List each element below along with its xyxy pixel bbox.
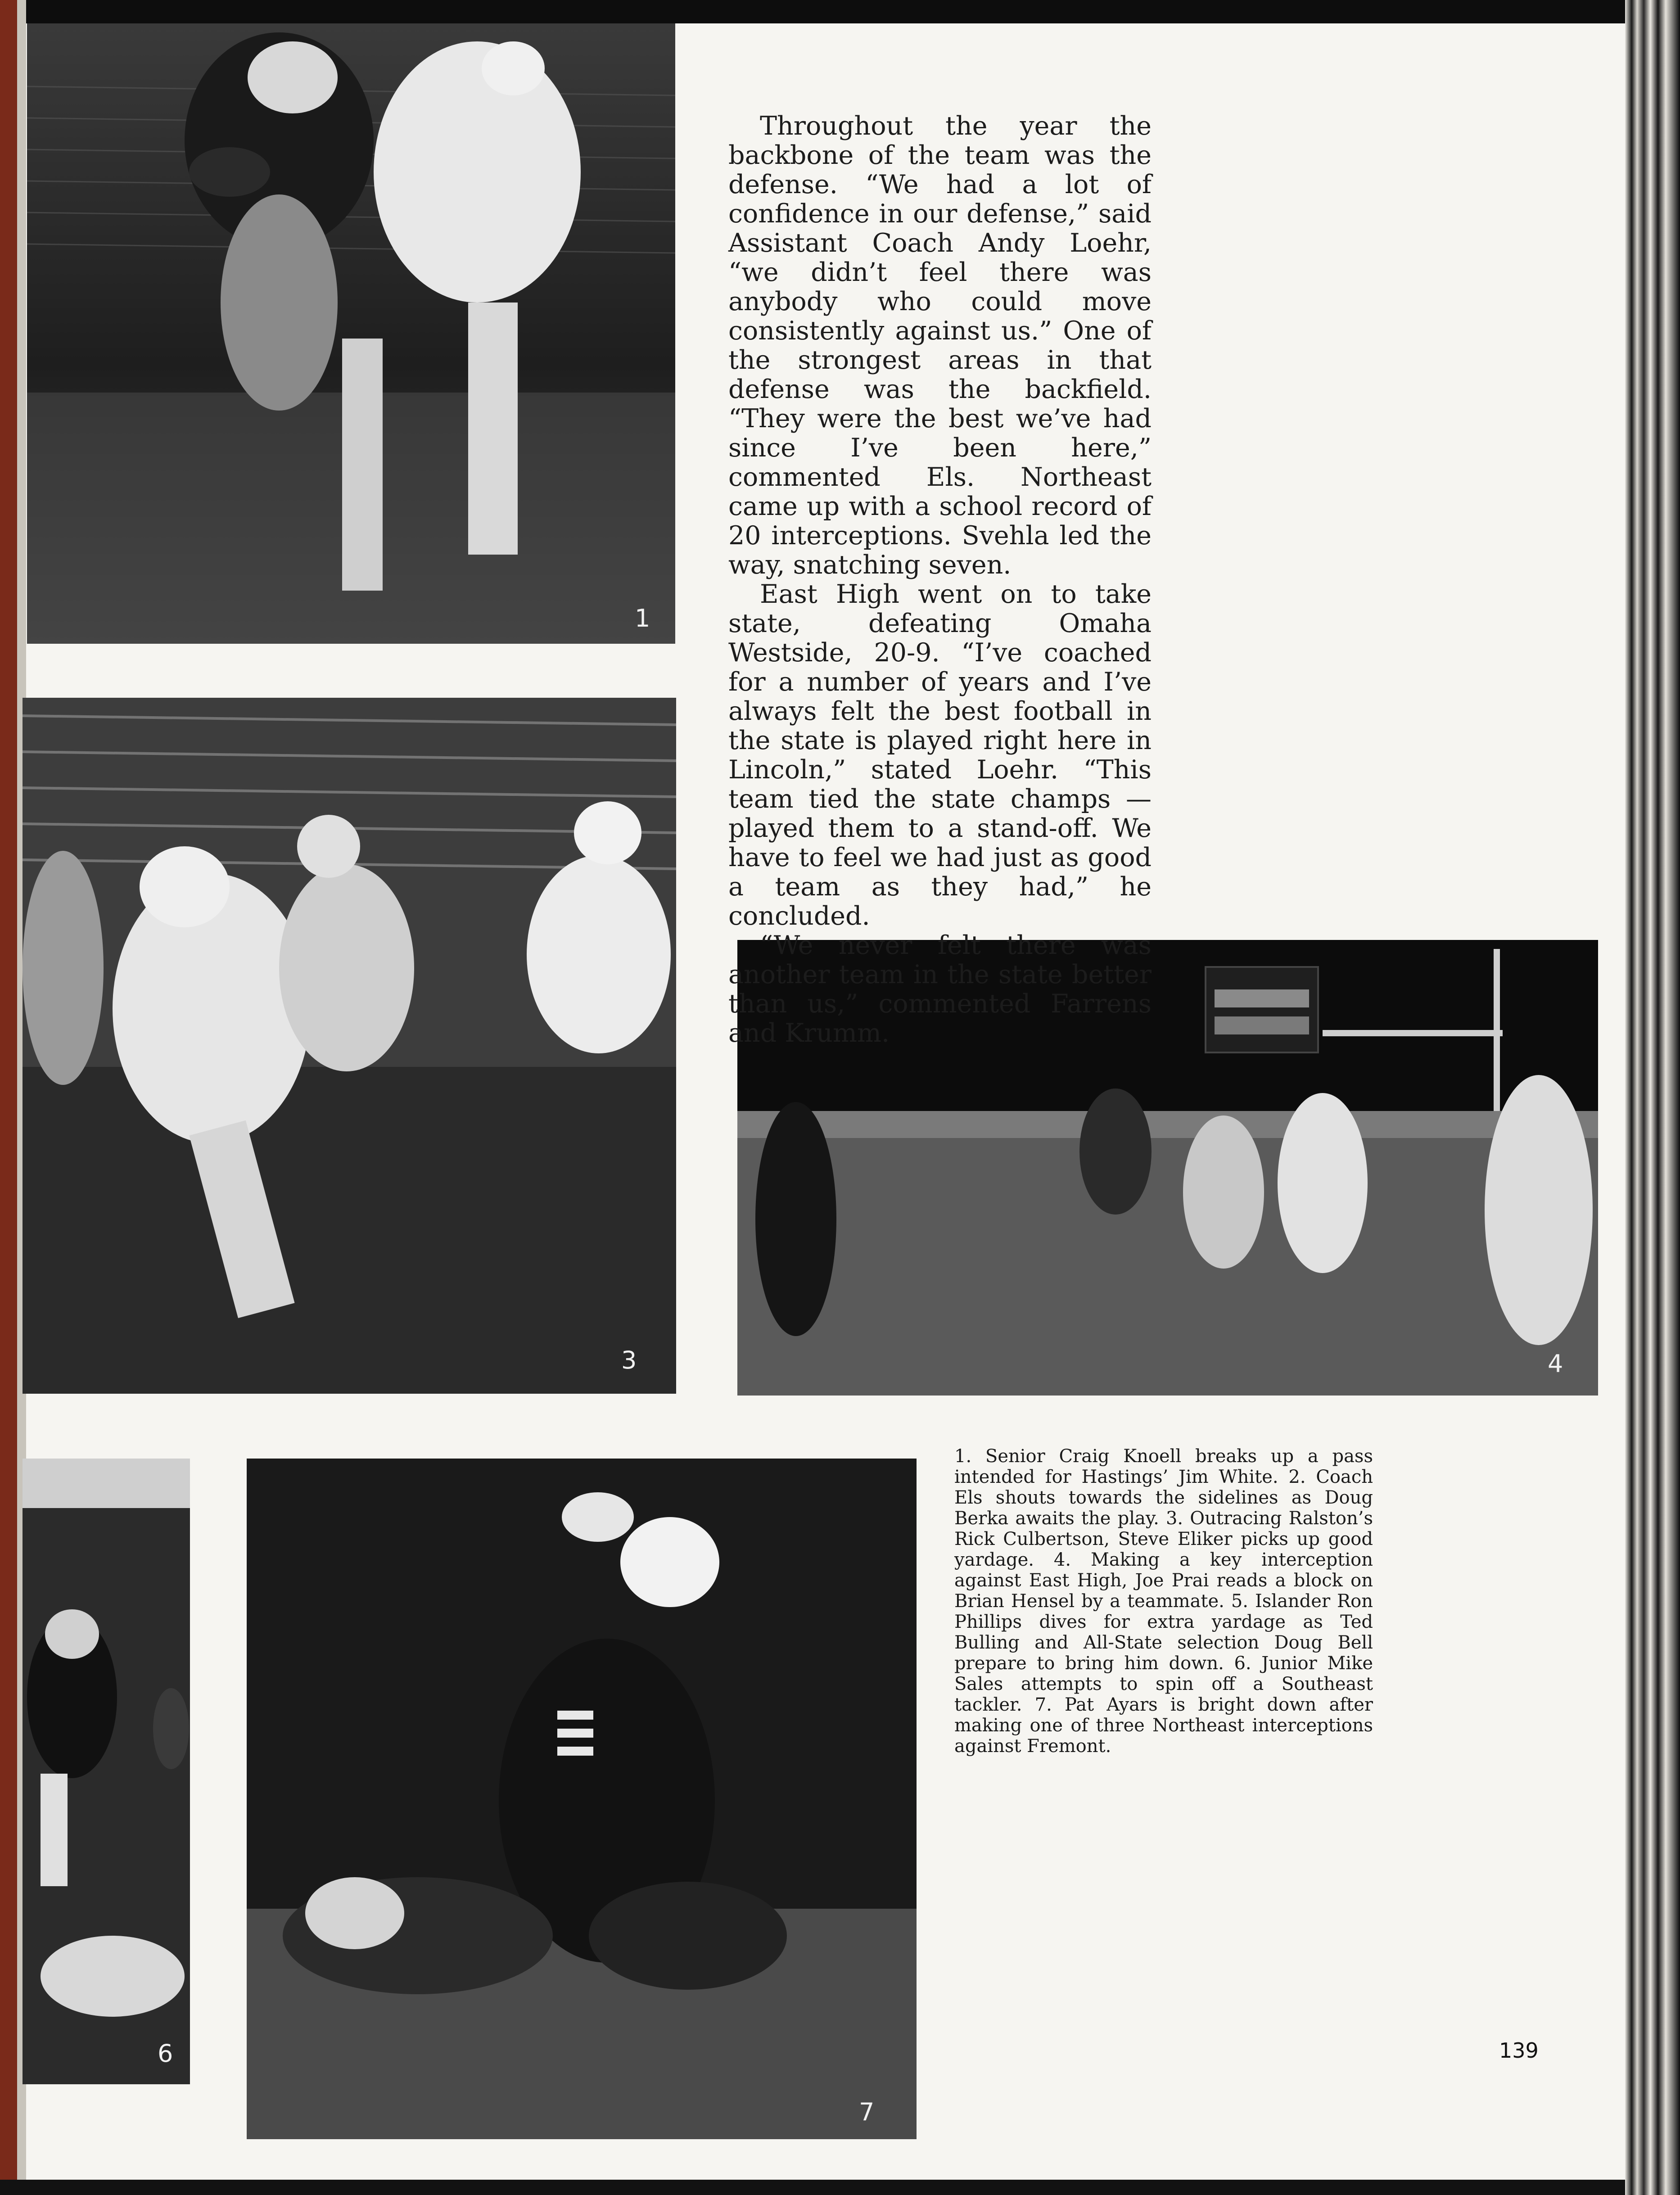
photo-1-number: 1	[635, 604, 650, 632]
photo-3	[23, 698, 676, 1394]
photo-captions: 1. Senior Craig Knoell breaks up a pass intended for Hastings’ Jim White. 2. Coach Els shouts towards the sidelines as Doug Berka awaits the play. 3. Outracing Ralston’s Rick Culbertson, Steve Eliker picks up good yardage. 4. Making a key interception against East High, Joe Prai reads a block on Brian Hensel by a teammate. 5. Islander Ron Phillips dives for extra yardage as Ted Bulling and All-State selection Doug Bell prepare to bring him down. 6. Junior Mike Sales attempts to spin off a Southeast tackler. 7. Pat Ayars is bright down after making one of three Northeast interceptions against Fremont.	[954, 1446, 1373, 1757]
bottom-border	[0, 2180, 1625, 2195]
photo-4-number: 4	[1548, 1350, 1563, 1378]
photo-6-number: 6	[158, 2039, 173, 2068]
photo-3-number: 3	[621, 1346, 637, 1374]
photo-7-image	[247, 1459, 917, 2139]
book-binding	[1625, 0, 1680, 2195]
photo-3-image	[23, 698, 676, 1394]
photo-1-image	[27, 23, 675, 644]
page-number: 139	[1499, 2038, 1539, 2063]
article-body	[728, 112, 1152, 1048]
photo-7	[247, 1459, 917, 2139]
top-border	[0, 0, 1625, 23]
article-paragraph-2: East High went on to take state, defeating Omaha Westside, 20-9. “I’ve coached for a number of years and I’ve always felt the best football in the state is played right here in Lincoln,” stated Loehr. “This team tied the state champs — played them to a stand-off. We have to feel we had just as good a team as they had,” he concluded.	[728, 579, 1152, 931]
photo-6	[23, 1459, 190, 2084]
article-paragraph-1: Throughout the year the backbone of the team was the defense. “We had a lot of confidence in our defense,” said Assistant Coach Andy Loehr, “we didn’t feel there was anybody who could move consistently against us.” One of the strongest areas in that defense was the backfield. “They were the best we’ve had since I’ve been here,” commented Els. Northeast came up with a school record of 20 interceptions. Svehla led the way, snatching seven.	[728, 111, 1152, 580]
article-paragraph-3: “We never felt there was another team in the state better than us,” commented Farrens and Krumm.	[728, 930, 1152, 1048]
photo-6-image	[23, 1459, 190, 2084]
photo-1	[27, 23, 675, 644]
photo-7-number: 7	[859, 2098, 875, 2126]
left-page-edge	[0, 0, 17, 2195]
